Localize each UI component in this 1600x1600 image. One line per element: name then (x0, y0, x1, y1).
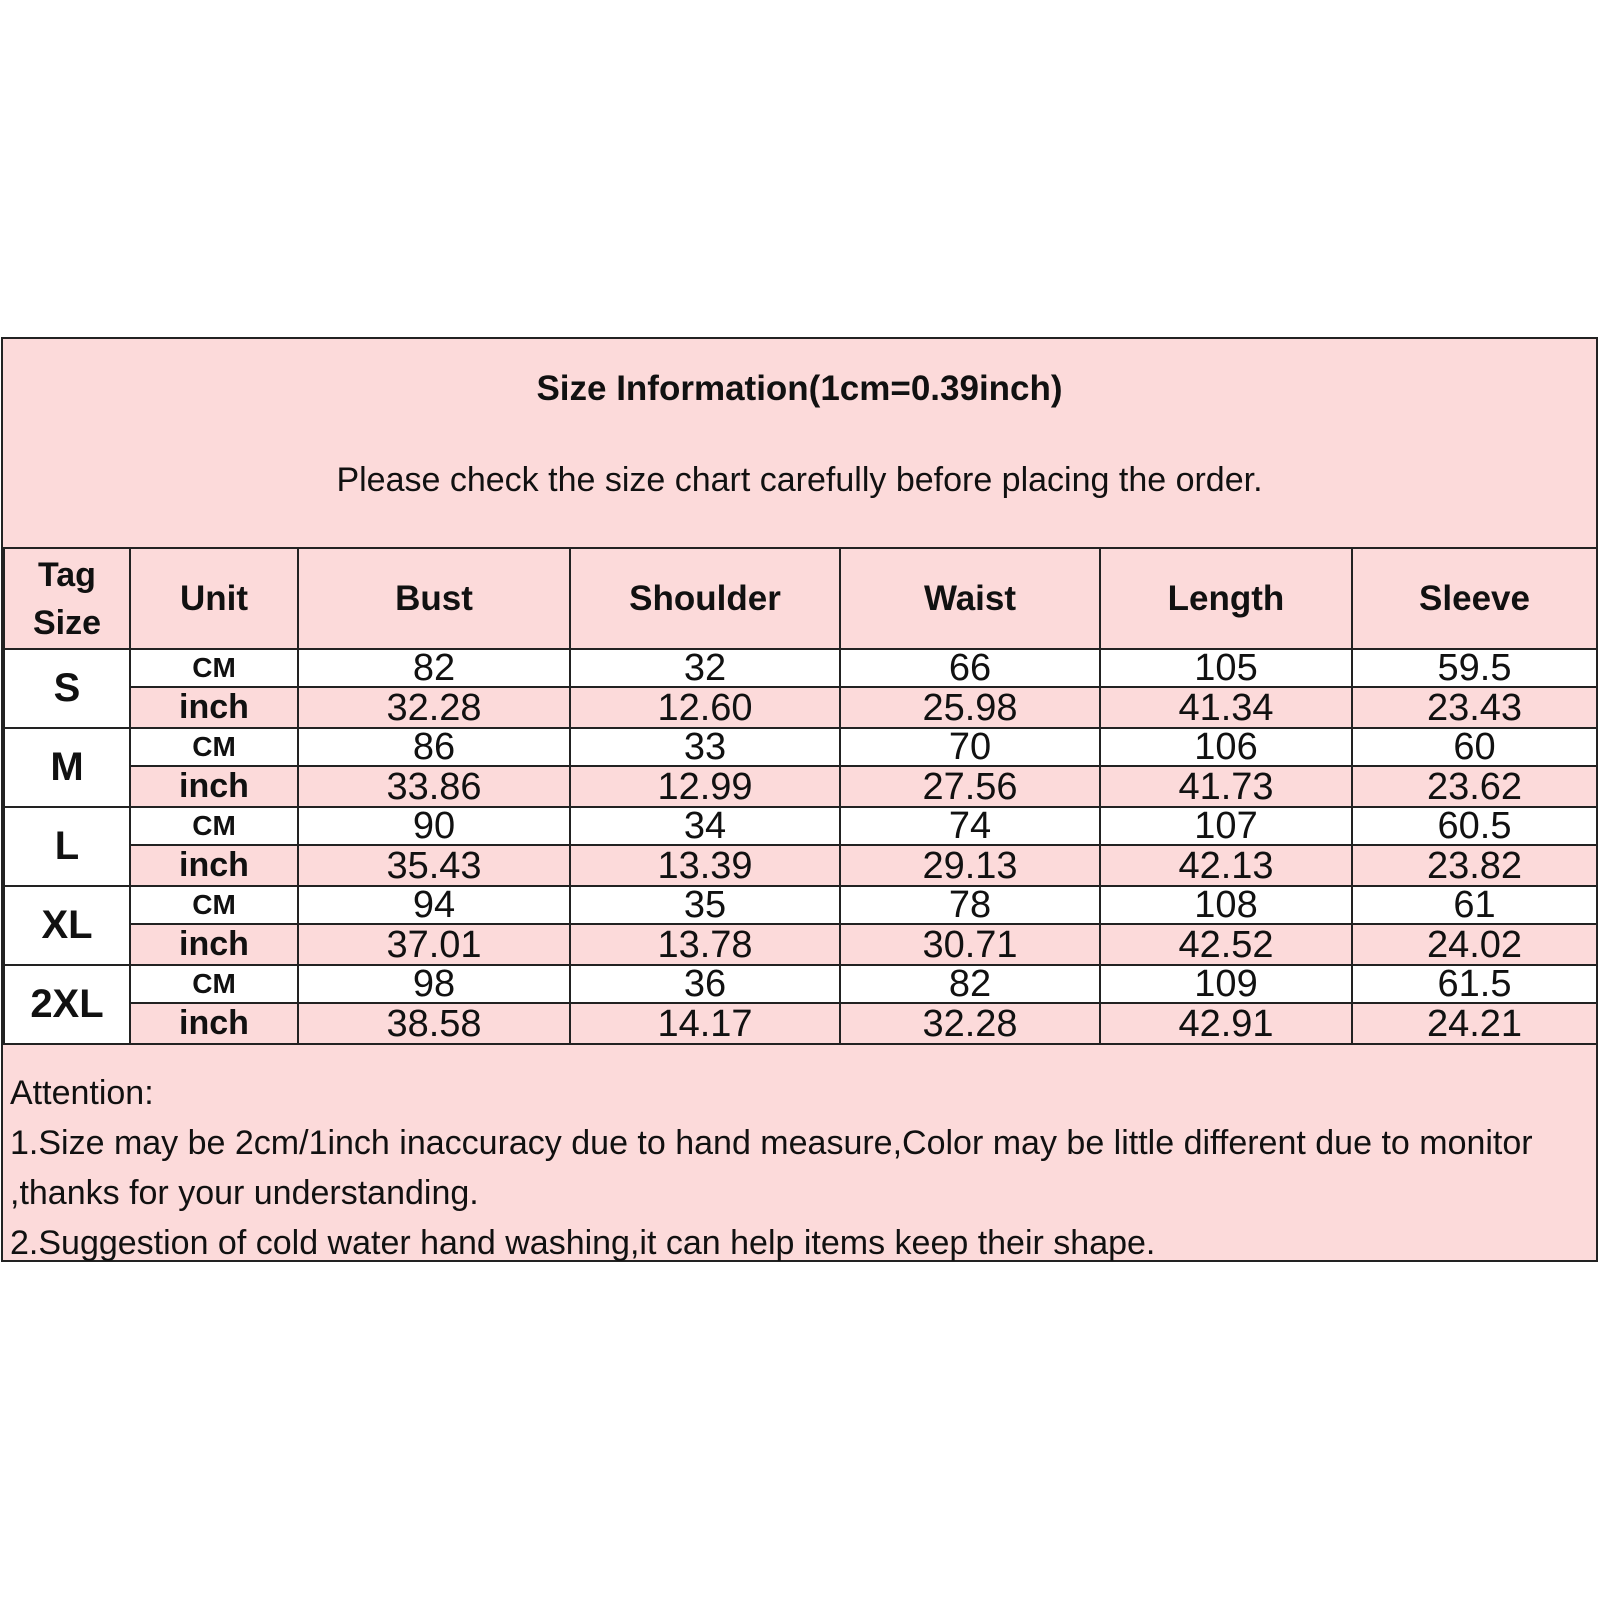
table-row (4, 924, 1597, 965)
unit-label: CM (130, 807, 298, 845)
chart-subtitle: Please check the size chart carefully before placing the order. (336, 461, 1263, 499)
length-inch-value: 42.13 (1100, 845, 1352, 886)
length-inch-value: 41.73 (1100, 766, 1352, 807)
sleeve-cm-value: 61 (1352, 886, 1597, 924)
header-sleeve: Sleeve (1352, 548, 1597, 649)
waist-inch-value: 27.56 (840, 766, 1100, 807)
waist-cm-value: 74 (840, 807, 1100, 845)
shoulder-inch-value: 13.39 (570, 845, 840, 886)
table-row (4, 728, 1597, 766)
waist-inch-value: 29.13 (840, 845, 1100, 886)
shoulder-inch-value: 12.99 (570, 766, 840, 807)
shoulder-cm-value: 35 (570, 886, 840, 924)
shoulder-inch-value: 12.60 (570, 687, 840, 728)
waist-cm-value: 70 (840, 728, 1100, 766)
bust-cm-value: 98 (298, 965, 570, 1003)
sleeve-inch-value: 24.21 (1352, 1003, 1597, 1044)
bust-cm-value: 94 (298, 886, 570, 924)
table-row (4, 807, 1597, 845)
size-table (3, 547, 1598, 1045)
attention-note-1: 1.Size may be 2cm/1inch inaccuracy due to hand measure,Color may be little different due to monitor ,thanks for your understanding. (10, 1124, 1533, 1212)
length-inch-value: 41.34 (1100, 687, 1352, 728)
shoulder-inch-value: 14.17 (570, 1003, 840, 1044)
size-chart (1, 337, 1598, 1262)
attention-heading: Attention: (10, 1074, 154, 1112)
size-label: 2XL (4, 965, 130, 1044)
table-row (4, 649, 1597, 687)
length-cm-value: 108 (1100, 886, 1352, 924)
length-inch-value: 42.91 (1100, 1003, 1352, 1044)
shoulder-inch-value: 13.78 (570, 924, 840, 965)
bust-cm-value: 82 (298, 649, 570, 687)
waist-cm-value: 78 (840, 886, 1100, 924)
unit-label: inch (130, 924, 298, 965)
size-label: S (4, 649, 130, 728)
unit-label: CM (130, 965, 298, 1003)
header-shoulder: Shoulder (570, 548, 840, 649)
table-header-row (4, 548, 1597, 649)
bust-cm-value: 86 (298, 728, 570, 766)
size-label: L (4, 807, 130, 886)
waist-cm-value: 82 (840, 965, 1100, 1003)
length-inch-value: 42.52 (1100, 924, 1352, 965)
attention-note-2: 2.Suggestion of cold water hand washing,it can help items keep their shape. (10, 1224, 1156, 1262)
unit-label: inch (130, 687, 298, 728)
shoulder-cm-value: 33 (570, 728, 840, 766)
length-cm-value: 105 (1100, 649, 1352, 687)
table-row (4, 886, 1597, 924)
table-row (4, 845, 1597, 886)
sleeve-inch-value: 23.43 (1352, 687, 1597, 728)
sleeve-inch-value: 23.62 (1352, 766, 1597, 807)
length-cm-value: 106 (1100, 728, 1352, 766)
header-unit: Unit (130, 548, 298, 649)
sleeve-inch-value: 23.82 (1352, 845, 1597, 886)
sleeve-inch-value: 24.02 (1352, 924, 1597, 965)
attention-notes (10, 1068, 1586, 1268)
chart-header (3, 339, 1596, 547)
waist-inch-value: 32.28 (840, 1003, 1100, 1044)
table-row (4, 766, 1597, 807)
header-waist: Waist (840, 548, 1100, 649)
size-label: M (4, 728, 130, 807)
unit-label: CM (130, 649, 298, 687)
unit-label: inch (130, 845, 298, 886)
shoulder-cm-value: 36 (570, 965, 840, 1003)
waist-inch-value: 25.98 (840, 687, 1100, 728)
unit-label: CM (130, 886, 298, 924)
waist-inch-value: 30.71 (840, 924, 1100, 965)
bust-inch-value: 33.86 (298, 766, 570, 807)
shoulder-cm-value: 34 (570, 807, 840, 845)
header-tag-size: Tag Size (4, 548, 130, 649)
unit-label: inch (130, 766, 298, 807)
header-bust: Bust (298, 548, 570, 649)
bust-inch-value: 37.01 (298, 924, 570, 965)
sleeve-cm-value: 60 (1352, 728, 1597, 766)
waist-cm-value: 66 (840, 649, 1100, 687)
length-cm-value: 109 (1100, 965, 1352, 1003)
bust-inch-value: 32.28 (298, 687, 570, 728)
bust-cm-value: 90 (298, 807, 570, 845)
length-cm-value: 107 (1100, 807, 1352, 845)
table-row (4, 687, 1597, 728)
shoulder-cm-value: 32 (570, 649, 840, 687)
table-row (4, 965, 1597, 1003)
chart-title: Size Information(1cm=0.39inch) (536, 369, 1063, 408)
unit-label: inch (130, 1003, 298, 1044)
size-label: XL (4, 886, 130, 965)
bust-inch-value: 35.43 (298, 845, 570, 886)
sleeve-cm-value: 61.5 (1352, 965, 1597, 1003)
sleeve-cm-value: 60.5 (1352, 807, 1597, 845)
header-length: Length (1100, 548, 1352, 649)
bust-inch-value: 38.58 (298, 1003, 570, 1044)
sleeve-cm-value: 59.5 (1352, 649, 1597, 687)
table-row (4, 1003, 1597, 1044)
unit-label: CM (130, 728, 298, 766)
